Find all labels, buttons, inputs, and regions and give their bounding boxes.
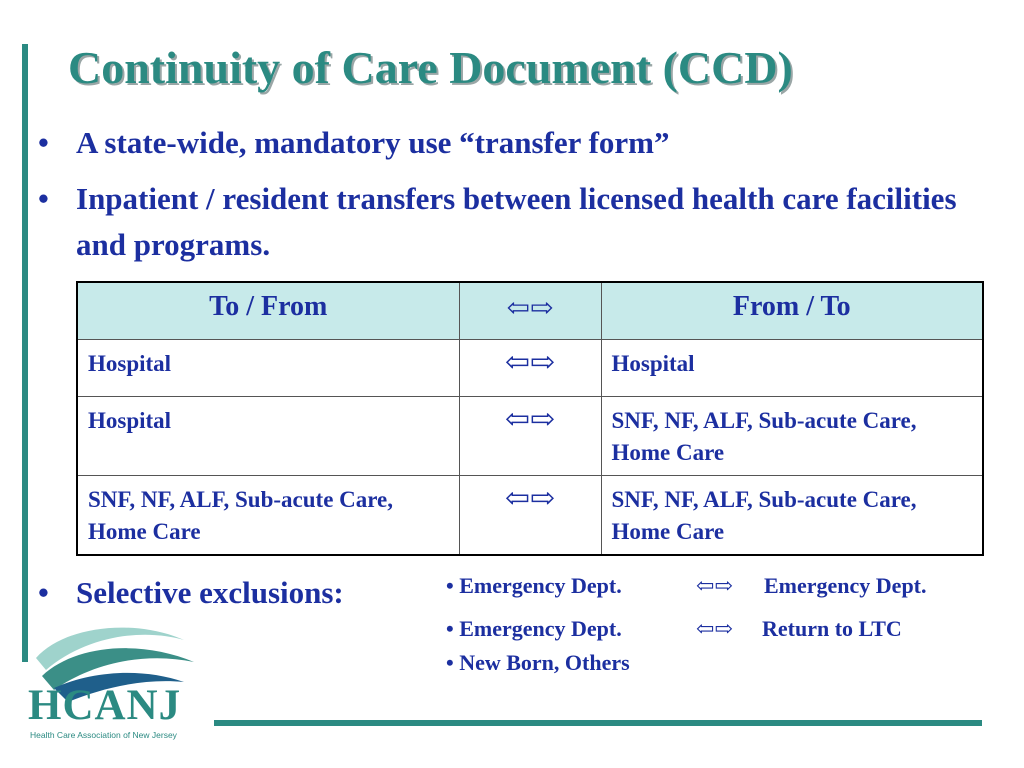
header-to-from: To / From xyxy=(77,282,459,340)
bullet-dot: • xyxy=(38,575,49,610)
bottom-accent-bar xyxy=(214,720,982,726)
bidirectional-arrow-icon: ⇦⇨ xyxy=(696,573,733,598)
bullet-text: Inpatient / resident transfers between licensed health care facilities and programs. xyxy=(76,181,957,262)
bullet-item xyxy=(38,120,978,166)
exclusion-right: Emergency Dept. xyxy=(764,573,927,598)
header-arrows: ⇦⇨ xyxy=(459,282,601,340)
logo-subtitle: Health Care Association of New Jersey xyxy=(30,730,177,740)
transfer-table xyxy=(76,281,984,556)
bullet-dot: • xyxy=(38,125,49,160)
header-from-to: From / To xyxy=(601,282,983,340)
bullet-text: Selective exclusions: xyxy=(76,575,344,610)
bidirectional-arrow-icon: ⇦⇨ xyxy=(696,616,733,641)
cell-left: SNF, NF, ALF, Sub-acute Care, Home Care xyxy=(77,476,459,556)
cell-right: SNF, NF, ALF, Sub-acute Care, Home Care xyxy=(601,476,983,556)
bullet-item xyxy=(38,570,438,616)
cell-left: Hospital xyxy=(77,397,459,476)
logo-wordmark: HCANJ xyxy=(28,682,182,729)
exclusion-left: • New Born, Others xyxy=(446,650,630,675)
cell-right: Hospital xyxy=(601,340,983,397)
cell-left: Hospital xyxy=(77,340,459,397)
table-row xyxy=(77,340,983,397)
table-header-row xyxy=(77,282,983,340)
left-accent-bar xyxy=(22,44,28,662)
bidirectional-arrow-icon: ⇦⇨ xyxy=(459,476,601,556)
exclusion-right: Return to LTC xyxy=(762,616,902,641)
bullet-item xyxy=(38,176,988,268)
slide-title: Continuity of Care Document (CCD) xyxy=(68,42,793,93)
bullet-text: A state-wide, mandatory use “transfer form” xyxy=(76,125,670,160)
table-row xyxy=(77,397,983,476)
table-row xyxy=(77,476,983,556)
bidirectional-arrow-icon: ⇦⇨ xyxy=(459,397,601,476)
cell-right: SNF, NF, ALF, Sub-acute Care, Home Care xyxy=(601,397,983,476)
bullet-dot: • xyxy=(38,181,49,216)
exclusion-left: • Emergency Dept. xyxy=(446,573,622,598)
exclusion-left: • Emergency Dept. xyxy=(446,616,622,641)
bidirectional-arrow-icon: ⇦⇨ xyxy=(459,340,601,397)
